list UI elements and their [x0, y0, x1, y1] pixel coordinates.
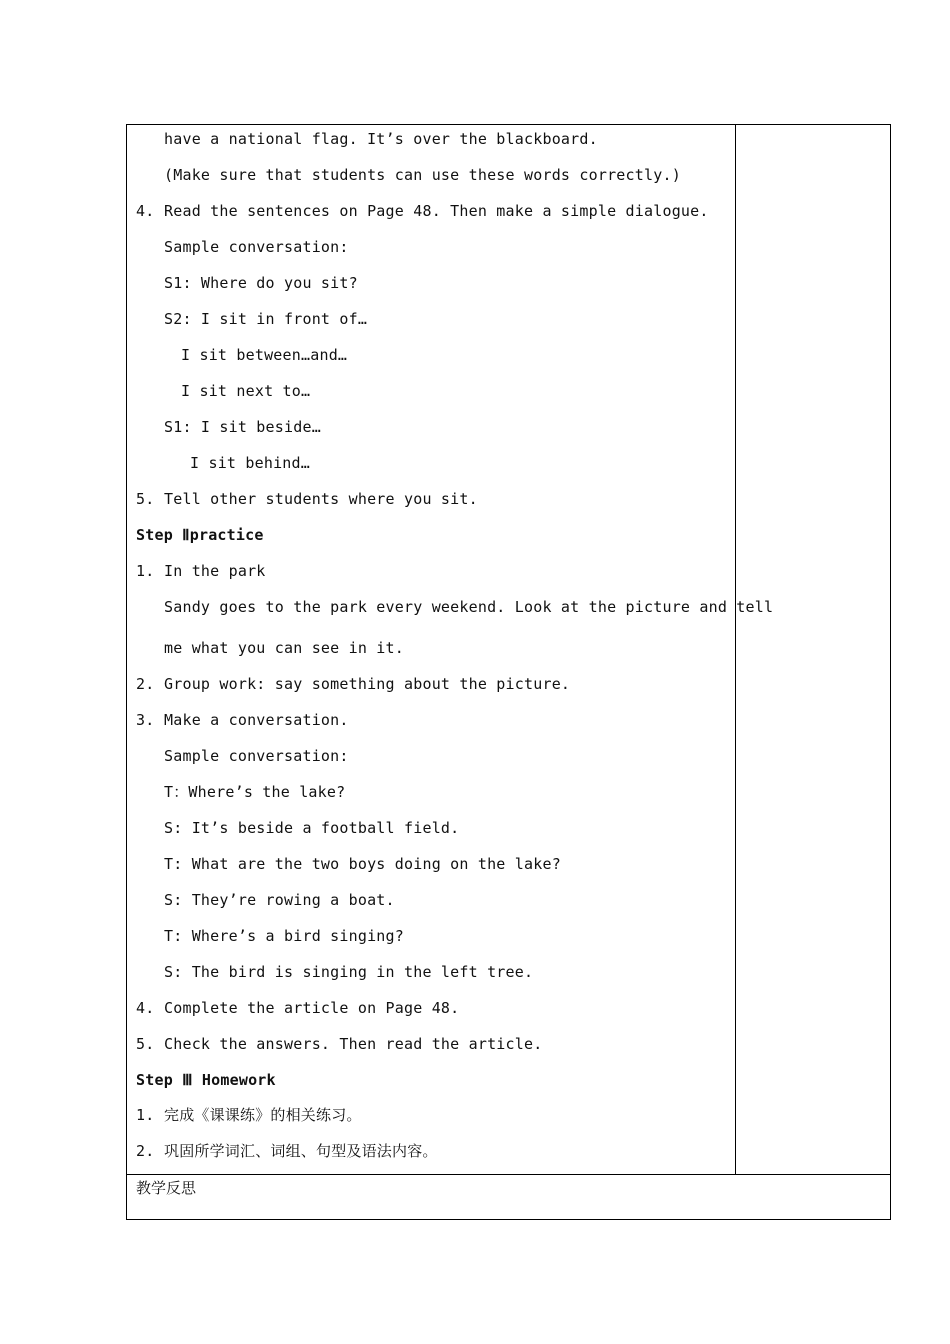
text-line: me what you can see in it.: [164, 639, 404, 657]
item-number: 5.: [136, 1035, 155, 1053]
text-line: T: What are the two boys doing on the lake?: [164, 855, 561, 873]
text-line: S1: I sit beside…: [164, 418, 321, 436]
text-line: I sit between…and…: [181, 346, 348, 364]
text-line: S2: I sit in front of…: [164, 310, 368, 328]
lesson-plan-table: [126, 124, 891, 1220]
text-line: S1: Where do you sit?: [164, 274, 358, 292]
item-number: 5.: [136, 490, 155, 508]
item-number: 4.: [136, 999, 155, 1017]
item-number: 2.: [136, 1142, 155, 1160]
text-line: T：Where’s the lake?: [164, 783, 346, 801]
row-divider: [127, 1174, 890, 1175]
text-line: Read the sentences on Page 48. Then make a simple dialogue.: [164, 202, 709, 220]
text-line: S: It’s beside a football field.: [164, 819, 460, 837]
text-line: In the park: [164, 562, 266, 580]
text-line: I sit next to…: [181, 382, 311, 400]
text-line: Sandy goes to the park every weekend. Look at the picture and tell: [164, 598, 774, 616]
text-line: have a national flag. It’s over the blackboard.: [164, 130, 598, 148]
text-line: T: Where’s a bird singing?: [164, 927, 404, 945]
reflection-label: 教学反思: [136, 1179, 197, 1197]
item-number: 2.: [136, 675, 155, 693]
text-line: Sample conversation:: [164, 747, 349, 765]
step-heading: Step Ⅱpractice: [136, 526, 264, 544]
item-number: 1.: [136, 562, 155, 580]
text-line: Complete the article on Page 48.: [164, 999, 460, 1017]
text-line: Group work: say something about the picture.: [164, 675, 571, 693]
text-line: S: The bird is singing in the left tree.: [164, 963, 534, 981]
text-line: S: They’re rowing a boat.: [164, 891, 395, 909]
text-line: I sit behind…: [190, 454, 310, 472]
text-line: Sample conversation:: [164, 238, 349, 256]
step-heading: Step Ⅲ Homework: [136, 1071, 276, 1089]
item-number: 3.: [136, 711, 155, 729]
text-line: 巩固所学词汇、词组、句型及语法内容。: [164, 1142, 438, 1160]
text-line: Tell other students where you sit.: [164, 490, 478, 508]
text-line: Make a conversation.: [164, 711, 349, 729]
item-number: 4.: [136, 202, 155, 220]
text-line: (Make sure that students can use these words correctly.): [164, 166, 681, 184]
column-divider: [735, 125, 736, 1174]
item-number: 1.: [136, 1106, 155, 1124]
text-line: Check the answers. Then read the article.: [164, 1035, 543, 1053]
text-line: 完成《课课练》的相关练习。: [164, 1106, 362, 1124]
